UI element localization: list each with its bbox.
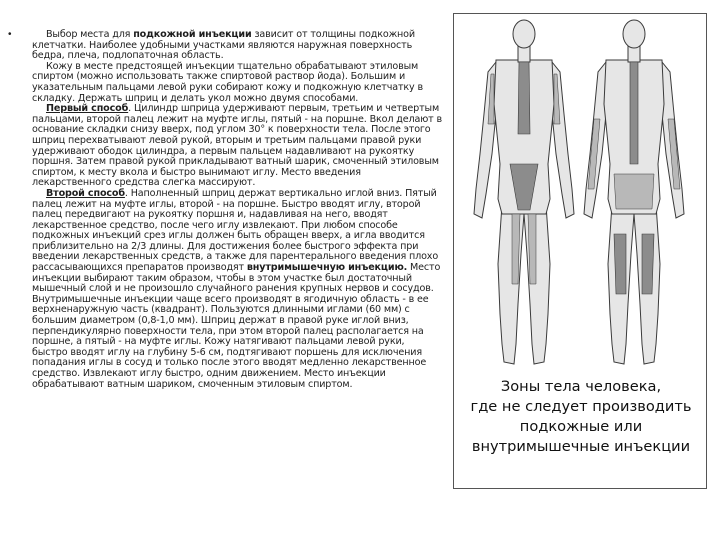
caption-line: внутримышечные инъекции: [471, 438, 691, 455]
text-run: Место инъекции выбирают таким образом, чтобы в этом участке был достаточный мышечный слой и не произошло случайного ранения крупных нервов и сосудов. Внутримышечные инъекции чаще всего производят в ягодичную область - в ее верхненаружную часть (квадрант). Пользуются длинными иглами (60 мм) с большим диаметром (0,8-1,0 мм). Шприц держат в правой руке иглой вниз, перпендикулярно поверхности тела, при этом второй палец располагается на поршне, а пятый - на муфте иглы. Кожу натягивают пальцами левой руки, быстро вводят иглу на глубину 5-6 см, подтягивают поршень для исключения попадания иглы в сосуд и только после этого вводят медленно лекарственное средство. Извлекают иглу быстро, одним движением. Место инъекции обрабатывают ватным шариком, смоченным этиловым спиртом.: [32, 262, 441, 390]
figure-caption: [454, 377, 708, 457]
caption-line: подкожные или: [519, 418, 643, 435]
zone-posterior-thigh: [614, 234, 626, 294]
emphasized-text: подкожной инъекции: [133, 29, 252, 40]
text-run: зависит от толщины подкожной клетчатки. Наиболее удобными участками являются наружная поверхность бедра, плеча, подлопаточная область.: [32, 29, 415, 62]
right-leg: [524, 204, 550, 364]
text-run: Кожу в месте предстоящей инъекции тщательно обрабатывают этиловым спиртом (можно использовать также спиртовой раствор йода). Большим и указательным пальцами левой руки собирают кожу и подкожную клетчатку в складку. Держать шприц и делать укол можно двумя способами.: [32, 60, 423, 104]
text-run: . Наполненный шприц держат вертикально иглой вниз. Пятый палец лежит на муфте иглы, второй - на поршне. Быстро вводят иглу, второй палец передвигают на рукоятку поршня и, надавливая на него, вводят лекарственное средство, после чего иглу извлекают. При любом способе подкожных инъекций срез иглы должен быть обращен вверх, а игла вводится приблизительно на 2/3 длины. Для достижения более быстрого эффекта при введении лекарственных средств, а также для парентерального введения плохо рассасывающихся препаратов производят: [32, 187, 439, 274]
text-paragraph: [32, 30, 442, 62]
head: [513, 20, 535, 48]
list-bullet: •: [8, 29, 12, 40]
text-paragraph: [32, 104, 442, 189]
back-body-figure: [584, 20, 684, 364]
front-body-figure: [474, 20, 574, 364]
zone-sternum: [518, 62, 530, 134]
zone-lower-back: [614, 174, 654, 209]
text-paragraph: [32, 62, 442, 104]
caption-line: где не следует производить: [470, 398, 692, 415]
caption-line: Зоны тела человека,: [500, 378, 662, 395]
text-paragraph: [32, 189, 442, 390]
zone-spine: [630, 62, 638, 164]
text-run: Выбор места для: [46, 29, 134, 40]
instruction-text: [32, 30, 442, 390]
emphasized-text: Второй способ: [46, 187, 125, 199]
head: [623, 20, 645, 48]
emphasized-text: Первый способ: [46, 103, 129, 115]
left-leg: [498, 204, 524, 364]
emphasized-text: внутримышечную инъекцию.: [246, 262, 408, 274]
zone-posterior-thigh: [642, 234, 654, 294]
body-zones-figure: [453, 13, 707, 489]
text-run: . Цилиндр шприца удерживают первым, третьим и четвертым пальцами, второй палец лежит на муфте иглы, пятый - на поршне. Вкол делают в основание складки снизу вверх, под углом 30° к поверхности тела. После этого шприц перехватывают левой рукой, вторым и третьим пальцами правой руки удерживают ободок цилиндра, а первым пальцем надавливают на рукоятку поршня. Затем правой рукой прикладывают ватный шарик, смоченный этиловым спиртом, к месту вкола и быстро вынимают иглу. Место введения лекарственного средства слегка массируют.: [32, 103, 442, 189]
